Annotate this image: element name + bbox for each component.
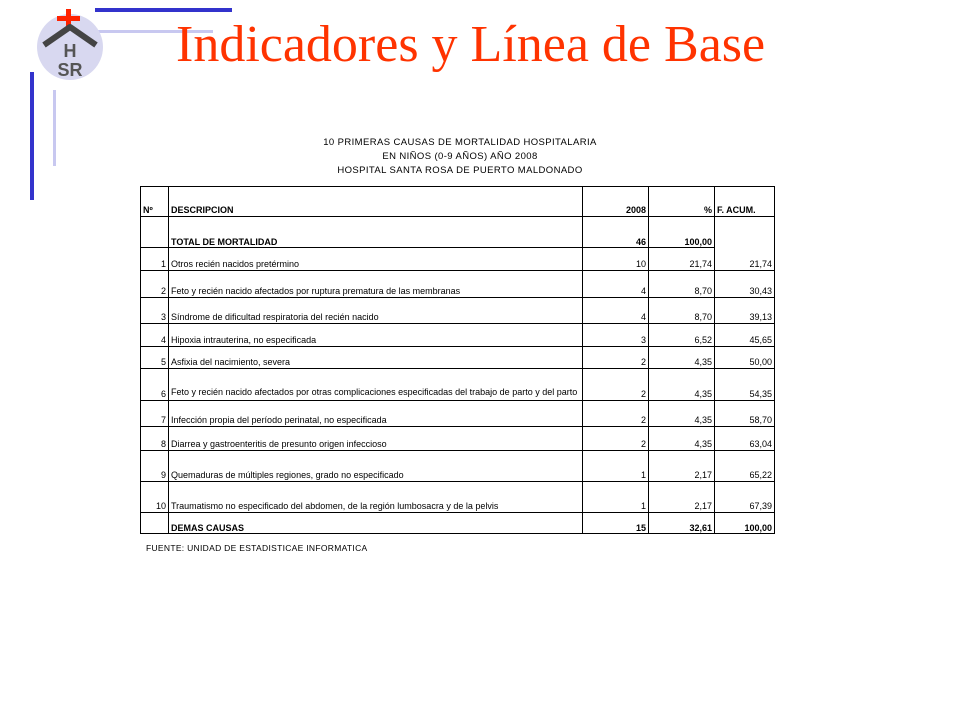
hospital-logo <box>30 5 110 85</box>
row-number: 1 <box>141 248 169 271</box>
row-number: 9 <box>141 451 169 482</box>
svg-text:H: H <box>63 41 77 61</box>
row-description: Traumatismo no especificado del abdomen, de la región lumbosacra y de la pelvis <box>169 482 583 513</box>
row-description: Feto y recién nacido afectados por otras complicaciones especificadas del trabajo de parto y del parto <box>169 369 583 401</box>
demas-label: DEMAS CAUSAS <box>169 513 583 534</box>
row-percent: 2,17 <box>649 451 715 482</box>
top-accent-bar-dark <box>95 8 232 12</box>
row-description: Infección propia del período perinatal, no especificada <box>169 401 583 427</box>
total-label: TOTAL DE MORTALIDAD <box>169 217 583 248</box>
table-row <box>141 248 775 271</box>
row-percent: 2,17 <box>649 482 715 513</box>
row-cumulative: 45,65 <box>715 324 775 347</box>
table-row <box>141 324 775 347</box>
row-cumulative: 67,39 <box>715 482 775 513</box>
row-cumulative: 21,74 <box>715 248 775 271</box>
total-row <box>141 217 775 248</box>
header-year: 2008 <box>583 187 649 217</box>
header-percent: % <box>649 187 715 217</box>
row-number: 2 <box>141 271 169 298</box>
table-row <box>141 271 775 298</box>
table-title-line-2: EN NIÑOS (0-9 AÑOS) AÑO 2008 <box>382 151 538 162</box>
table-title-line-3: HOSPITAL SANTA ROSA DE PUERTO MALDONADO <box>337 165 583 176</box>
total-value: 46 <box>583 217 649 248</box>
row-cumulative: 39,13 <box>715 298 775 324</box>
row-percent: 8,70 <box>649 298 715 324</box>
demas-value: 15 <box>583 513 649 534</box>
row-cumulative: 50,00 <box>715 347 775 369</box>
left-accent-bar-light <box>53 90 56 166</box>
row-number: 5 <box>141 347 169 369</box>
row-percent: 21,74 <box>649 248 715 271</box>
row-description: Síndrome de dificultad respiratoria del recién nacido <box>169 298 583 324</box>
table-row <box>141 369 775 401</box>
row-cumulative: 30,43 <box>715 271 775 298</box>
table-title-line-1: 10 PRIMERAS CAUSAS DE MORTALIDAD HOSPITALARIA <box>323 137 597 148</box>
row-description: Feto y recién nacido afectados por ruptura prematura de las membranas <box>169 271 583 298</box>
row-percent: 4,35 <box>649 347 715 369</box>
table-row <box>141 482 775 513</box>
row-description: Otros recién nacidos pretérmino <box>169 248 583 271</box>
row-value: 10 <box>583 248 649 271</box>
row-value: 2 <box>583 427 649 451</box>
row-cumulative: 65,22 <box>715 451 775 482</box>
source-note: FUENTE: UNIDAD DE ESTADISTICAE INFORMATICA <box>146 543 368 553</box>
header-cumulative: F. ACUM. <box>715 187 775 217</box>
row-cumulative: 54,35 <box>715 369 775 401</box>
row-value: 1 <box>583 482 649 513</box>
row-number: 10 <box>141 482 169 513</box>
row-value: 4 <box>583 271 649 298</box>
row-value: 2 <box>583 369 649 401</box>
row-number: 3 <box>141 298 169 324</box>
row-number: 4 <box>141 324 169 347</box>
row-description: Diarrea y gastroenteritis de presunto origen infeccioso <box>169 427 583 451</box>
table-row <box>141 401 775 427</box>
row-description: Hipoxia intrauterina, no especificada <box>169 324 583 347</box>
row-value: 3 <box>583 324 649 347</box>
demas-percent: 32,61 <box>649 513 715 534</box>
header-number: Nº <box>141 187 169 217</box>
row-number: 6 <box>141 369 169 401</box>
row-number: 8 <box>141 427 169 451</box>
row-cumulative: 63,04 <box>715 427 775 451</box>
table-row <box>141 347 775 369</box>
row-percent: 6,52 <box>649 324 715 347</box>
mortality-table <box>140 186 775 534</box>
total-percent: 100,00 <box>649 217 715 248</box>
table-title <box>140 136 780 178</box>
table-header-row <box>141 187 775 217</box>
table-row <box>141 427 775 451</box>
left-accent-bar-dark <box>30 72 34 200</box>
header-description: DESCRIPCION <box>169 187 583 217</box>
row-percent: 4,35 <box>649 427 715 451</box>
row-number: 7 <box>141 401 169 427</box>
demas-cumulative: 100,00 <box>715 513 775 534</box>
row-value: 2 <box>583 347 649 369</box>
row-value: 2 <box>583 401 649 427</box>
row-description: Quemaduras de múltiples regiones, grado no especificado <box>169 451 583 482</box>
row-percent: 4,35 <box>649 401 715 427</box>
table-row <box>141 451 775 482</box>
row-percent: 4,35 <box>649 369 715 401</box>
svg-text:SR: SR <box>57 60 83 80</box>
row-value: 1 <box>583 451 649 482</box>
row-description: Asfixia del nacimiento, severa <box>169 347 583 369</box>
slide-title: Indicadores y Línea de Base <box>176 16 766 73</box>
row-value: 4 <box>583 298 649 324</box>
row-percent: 8,70 <box>649 271 715 298</box>
table-row <box>141 298 775 324</box>
demas-causas-row <box>141 513 775 534</box>
row-cumulative: 58,70 <box>715 401 775 427</box>
